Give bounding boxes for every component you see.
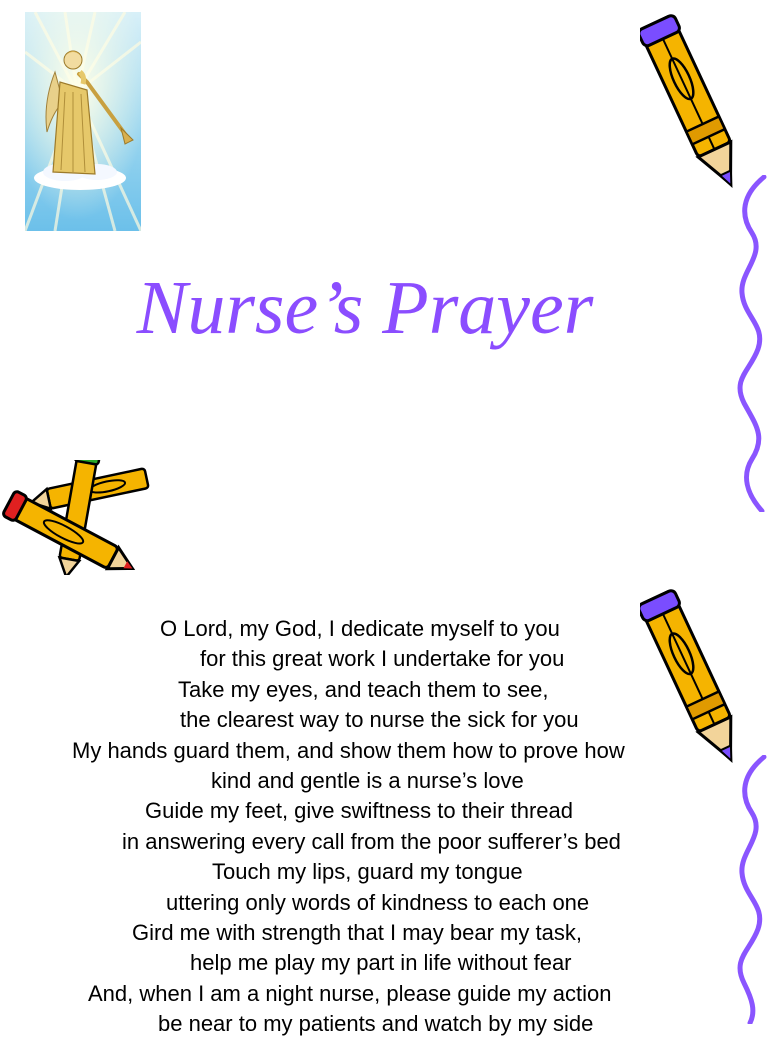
prayer-line: Guide my feet, give swiftness to their thread [145, 798, 573, 824]
page-title: Nurse’s Prayer [136, 266, 594, 350]
prayer-line: in answering every call from the poor sufferer’s bed [122, 828, 621, 854]
prayer-line: help me play my part in life without fear [190, 950, 572, 976]
prayer-line: be near to my patients and watch by my side [158, 1011, 594, 1037]
prayer-line: O Lord, my God, I dedicate myself to you [160, 616, 560, 641]
angel-trumpet-illustration [25, 12, 141, 231]
prayer-line: Take my eyes, and teach them to see, [178, 676, 549, 702]
prayer-text [0, 614, 768, 1039]
prayer-line: Touch my lips, guard my tongue [212, 859, 523, 885]
prayer-line: for this great work I undertake for you [200, 646, 565, 672]
prayer-line: Gird me with strength that I may bear my task, [132, 919, 582, 945]
squiggle-border [722, 175, 768, 512]
prayer-line: My hands guard them, and show them how to prove how [72, 737, 625, 763]
pencil-icon [640, 0, 760, 190]
prayer-line: uttering only words of kindness to each one [166, 889, 590, 915]
prayer-line: the clearest way to nurse the sick for you [180, 707, 579, 733]
prayer-line: kind and gentle is a nurse’s love [211, 767, 524, 793]
crossed-pencils-icon [0, 460, 155, 575]
prayer-line: And, when I am a night nurse, please guide my action [88, 980, 612, 1006]
